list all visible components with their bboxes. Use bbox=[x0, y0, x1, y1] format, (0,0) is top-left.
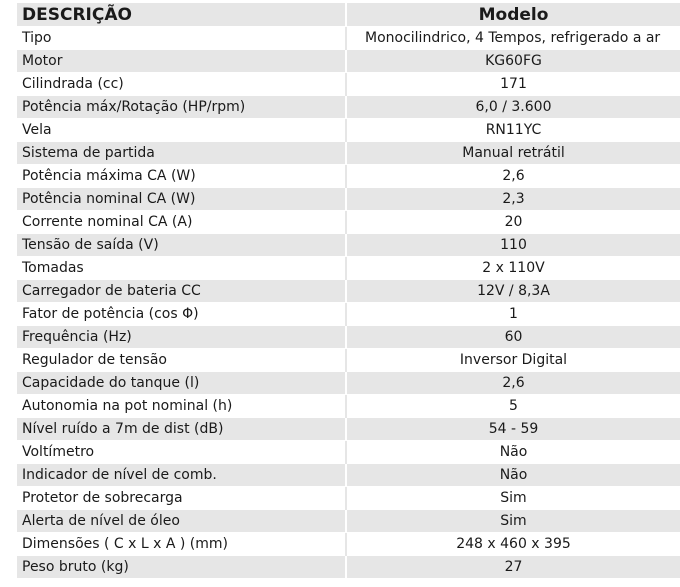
table-row bbox=[17, 50, 680, 73]
row-label: Capacidade do tanque (l) bbox=[17, 372, 346, 395]
table-row bbox=[17, 73, 680, 96]
table-row bbox=[17, 280, 680, 303]
row-label: Fator de potência (cos Φ) bbox=[17, 303, 346, 326]
table-header-row bbox=[17, 3, 680, 27]
row-label: Regulador de tensão bbox=[17, 349, 346, 372]
row-label: Tensão de saída (V) bbox=[17, 234, 346, 257]
row-label: Peso bruto (kg) bbox=[17, 556, 346, 579]
spec-rows bbox=[17, 27, 680, 579]
row-value: 54 - 59 bbox=[346, 418, 680, 441]
row-label: Alerta de nível de óleo bbox=[17, 510, 346, 533]
row-label: Cilindrada (cc) bbox=[17, 73, 346, 96]
table-row bbox=[17, 326, 680, 349]
row-value: 1 bbox=[346, 303, 680, 326]
row-label: Nível ruído a 7m de dist (dB) bbox=[17, 418, 346, 441]
spec-table bbox=[17, 3, 680, 578]
table-row bbox=[17, 211, 680, 234]
row-label: Corrente nominal CA (A) bbox=[17, 211, 346, 234]
row-value: 6,0 / 3.600 bbox=[346, 96, 680, 119]
table-row bbox=[17, 188, 680, 211]
row-value: 171 bbox=[346, 73, 680, 96]
row-value: RN11YC bbox=[346, 119, 680, 142]
row-value: 12V / 8,3A bbox=[346, 280, 680, 303]
row-label: Tomadas bbox=[17, 257, 346, 280]
row-value: 2 x 110V bbox=[346, 257, 680, 280]
row-label: Potência máxima CA (W) bbox=[17, 165, 346, 188]
row-value: 2,6 bbox=[346, 372, 680, 395]
table-row bbox=[17, 303, 680, 326]
table-row bbox=[17, 165, 680, 188]
table-row bbox=[17, 27, 680, 50]
table-row bbox=[17, 234, 680, 257]
table-row bbox=[17, 142, 680, 165]
row-label: Tipo bbox=[17, 27, 346, 50]
table-row bbox=[17, 395, 680, 418]
row-value: 248 x 460 x 395 bbox=[346, 533, 680, 556]
table-row bbox=[17, 372, 680, 395]
row-value: Manual retrátil bbox=[346, 142, 680, 165]
row-label: Motor bbox=[17, 50, 346, 73]
row-label: Frequência (Hz) bbox=[17, 326, 346, 349]
table-row bbox=[17, 487, 680, 510]
row-value: 20 bbox=[346, 211, 680, 234]
table-row bbox=[17, 96, 680, 119]
table-row bbox=[17, 510, 680, 533]
row-value: 2,6 bbox=[346, 165, 680, 188]
row-label: Vela bbox=[17, 119, 346, 142]
row-label: Voltímetro bbox=[17, 441, 346, 464]
row-value: 110 bbox=[346, 234, 680, 257]
table-row bbox=[17, 119, 680, 142]
header-model: Modelo bbox=[346, 3, 680, 27]
table-row bbox=[17, 464, 680, 487]
row-label: Potência nominal CA (W) bbox=[17, 188, 346, 211]
row-value: Sim bbox=[346, 487, 680, 510]
table-row bbox=[17, 533, 680, 556]
row-value: 60 bbox=[346, 326, 680, 349]
row-label: Indicador de nível de comb. bbox=[17, 464, 346, 487]
row-value: Inversor Digital bbox=[346, 349, 680, 372]
row-label: Protetor de sobrecarga bbox=[17, 487, 346, 510]
row-label: Dimensões ( C x L x A ) (mm) bbox=[17, 533, 346, 556]
row-label: Autonomia na pot nominal (h) bbox=[17, 395, 346, 418]
row-value: KG60FG bbox=[346, 50, 680, 73]
table-row bbox=[17, 349, 680, 372]
row-value: Sim bbox=[346, 510, 680, 533]
row-label: Carregador de bateria CC bbox=[17, 280, 346, 303]
table-row bbox=[17, 418, 680, 441]
header-description: DESCRIÇÃO bbox=[17, 3, 346, 27]
row-value: Não bbox=[346, 464, 680, 487]
row-value: Monocilindrico, 4 Tempos, refrigerado a ar bbox=[346, 27, 680, 50]
row-value: 2,3 bbox=[346, 188, 680, 211]
row-label: Potência máx/Rotação (HP/rpm) bbox=[17, 96, 346, 119]
row-value: Não bbox=[346, 441, 680, 464]
row-value: 5 bbox=[346, 395, 680, 418]
row-label: Sistema de partida bbox=[17, 142, 346, 165]
table-row bbox=[17, 556, 680, 579]
table-row bbox=[17, 441, 680, 464]
table-row bbox=[17, 257, 680, 280]
row-value: 27 bbox=[346, 556, 680, 579]
